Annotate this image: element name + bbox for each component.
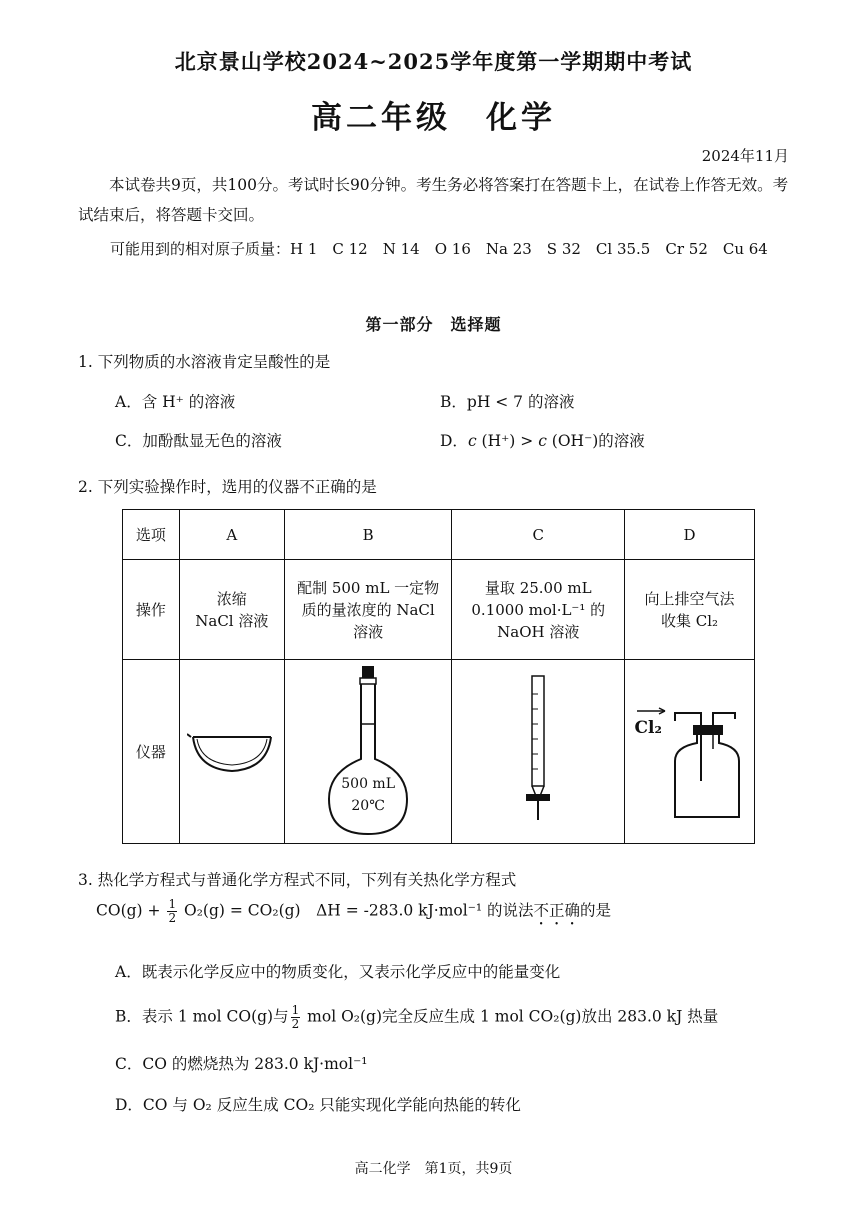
operation-b: 配制 500 mL 一定物 质的量浓度的 NaCl 溶液: [284, 560, 452, 660]
equipment-table: [122, 509, 755, 844]
instrument-c: [452, 660, 625, 844]
column-header-d: D: [625, 510, 755, 560]
row-header-instrument: 仪器: [123, 660, 180, 844]
atomic-masses: 可能用到的相对原子质量：H 1 C 12 N 14 O 16 Na 23 S 32 Cl 35.5 Cr 52 Cu 64: [110, 240, 768, 258]
question-1-option-b: B．pH < 7 的溶液: [440, 393, 575, 411]
question-2-stem: 2. 下列实验操作时，选用的仪器不正确的是: [78, 478, 377, 496]
question-1-option-c: C．加酚酞显无色的溶液: [115, 432, 282, 450]
column-header-c: C: [452, 510, 625, 560]
question-3-stem: 3. 热化学方程式与普通化学方程式不同，下列有关热化学方程式: [78, 871, 517, 889]
section-title: 第一部分 选择题: [365, 315, 502, 334]
row-header-option: 选项: [123, 510, 180, 560]
question-3-option-c: C．CO 的燃烧热为 283.0 kJ·mol⁻¹: [115, 1055, 368, 1073]
question-1-option-d: D．c (H⁺) > c (OH⁻)的溶液: [440, 432, 645, 450]
emphasis-incorrect: 不正确: [533, 901, 581, 920]
column-header-a: A: [179, 510, 284, 560]
school-title: 北京景山学校2024~2025学年度第一学期期中考试: [174, 49, 693, 74]
flask-temperature-label: 20℃: [351, 797, 385, 814]
flask-volume-label: 500 mL: [341, 775, 395, 792]
page-footer: 高二化学 第1页，共9页: [354, 1161, 513, 1177]
question-1-option-a: A．含 H⁺ 的溶液: [115, 393, 236, 411]
operation-c: 量取 25.00 mL 0.1000 mol·L⁻¹ 的 NaOH 溶液: [452, 560, 625, 660]
instrument-d: [625, 660, 755, 844]
subject-title: 高二年级 化学: [311, 100, 556, 136]
instrument-b: [284, 660, 452, 844]
operation-a: 浓缩 NaCl 溶液: [179, 560, 284, 660]
column-header-b: B: [284, 510, 452, 560]
question-3-option-a: A．既表示化学反应中的物质变化，又表示化学反应中的能量变化: [115, 963, 561, 981]
fraction-one-half: $\frac{1}{2}$: [168, 897, 177, 925]
question-3-option-d: D．CO 与 O₂ 反应生成 CO₂ 只能实现化学能向热能的转化: [115, 1096, 521, 1114]
instructions-intro: 本试卷共9页，共100分。考试时长90分钟。考生务必将答案打在答题卡上，在试卷上作答无效。考试结束后，将答题卡交回。: [78, 176, 789, 224]
gas-inlet-label: Cl₂: [634, 717, 662, 738]
exam-date: 2024年11月: [701, 147, 789, 165]
evaporating-dish-icon: [187, 719, 277, 779]
gas-collection-bottle-icon: [635, 677, 745, 827]
fraction-one-half-b: $\frac{1}{2}$: [291, 1003, 300, 1031]
operation-d: 向上排空气法 收集 Cl₂: [625, 560, 755, 660]
question-3-option-b: B．表示 1 mol CO(g)与 $\frac{1}{2}$ mol O₂(g)完全反应生成 1 mol CO₂(g)放出 283.0 kJ 热量: [115, 1003, 719, 1031]
question-1-stem: 1. 下列物质的水溶液肯定呈酸性的是: [78, 353, 331, 371]
instrument-a: [179, 660, 284, 844]
row-header-operation: 操作: [123, 560, 180, 660]
burette-icon: [518, 674, 558, 824]
question-3-equation: CO(g) + $\frac{1}{2}$ O₂(g) = CO₂(g) ΔH = -283.0 kJ·mol⁻¹ 的说法不正确的是: [96, 897, 612, 925]
